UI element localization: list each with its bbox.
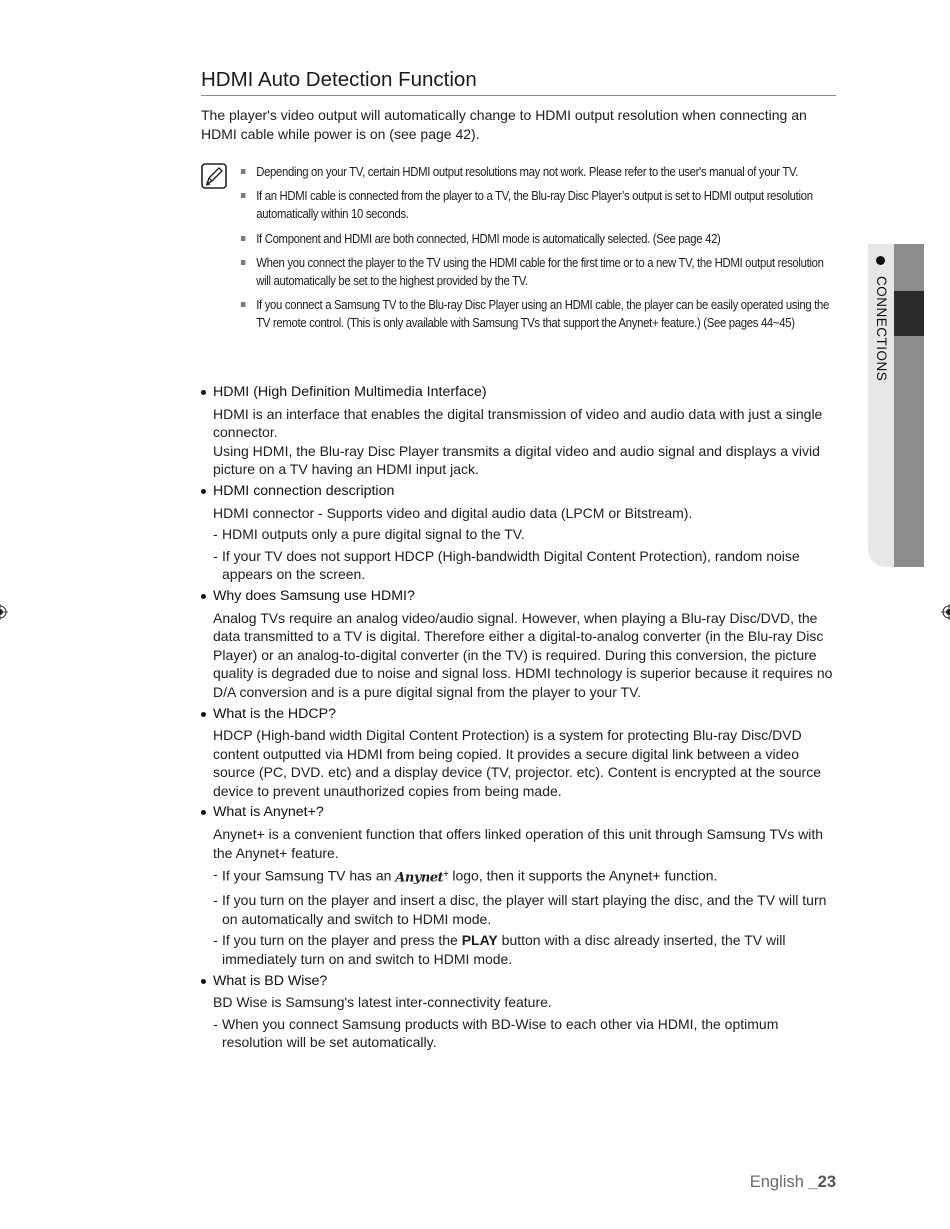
note-item: If Component and HDMI are both connected, HDMI mode is automatically selected. (See page 42) [240,230,836,248]
square-bullet-icon [241,193,246,198]
bullet-dot-icon [201,979,206,984]
bullet-dot-icon [201,489,206,494]
section-paragraph: HDMI connector - Supports video and digital audio data (LPCM or Bitstream). [213,504,693,521]
note-pencil-icon [201,163,227,189]
notes-list [240,163,836,339]
bullet-dot-icon [201,390,206,395]
section-bd-wise [201,972,836,1052]
section-paragraph: Using HDMI, the Blu-ray Disc Player transmits a digital video and audio signal and displays a vivid picture on a TV having an HDMI input jack. [213,442,820,478]
square-bullet-icon [241,236,246,241]
side-tab-marker [894,291,924,336]
note-item: If an HDMI cable is connected from the player to a TV, the Blu-ray Disc Player’s output is set to HDMI output resolution automatically within 10 seconds. [240,187,836,223]
registration-mark-icon [941,604,950,620]
section-paragraph: BD Wise is Samsung's latest inter-connectivity feature. [213,994,552,1011]
section-heading: HDMI (High Definition Multimedia Interface) [213,384,487,400]
note-item: Depending on your TV, certain HDMI output resolutions may not work. Please refer to the user's manual of your TV. [240,163,836,181]
section-paragraph: Anynet+ is a convenient function that offers linked operation of this unit through Samsung TVs with the Anynet+ feature. [213,826,824,861]
play-button-label: PLAY [461,932,498,949]
square-bullet-icon [241,169,246,174]
section-anynet [201,803,836,968]
bullet-dot-icon [201,712,206,717]
note-item: If you connect a Samsung TV to the Blu-ray Disc Player using an HDMI cable, the player can be easily operated using the TV remote control. (This is only available with Samsung TVs that support the Anynet+ feature.) (See pages 44~45) [240,296,836,332]
main-content [201,383,836,1052]
section-hdmi [201,383,836,479]
note-item: When you connect the player to the TV using the HDMI cable for the first time or to a new TV, the HDMI output resolution will automatically be set to the highest provided by the TV. [240,254,836,290]
section-heading: HDMI connection description [213,482,395,499]
bullet-dot-icon [201,594,206,599]
section-heading: Why does Samsung use HDMI? [213,587,415,604]
section-why-hdmi [201,587,836,702]
square-bullet-icon [241,302,246,307]
square-bullet-icon [241,260,246,265]
section-paragraph: Analog TVs require an analog video/audio signal. However, when playing a Blu-ray Disc/DVD, the data transmitted to a TV is digital. Therefore either a digital-to-analog converter (in the Blu-ray Disc Player) or an analog-to-digital converter (in the TV) is required. During this conversion, the picture quality is degraded due to noise and signal loss. HDMI technology is superior because it requires no D/A conversion and is a pure digital signal from the player to your TV. [213,609,833,700]
section-paragraph: HDMI is an interface that enables the digital transmission of video and audio data with just a single connector. [213,405,823,441]
dash-list-item: - If your Samsung TV has an Anynet+ logo, then it supports the Anynet+ function. [213,865,836,888]
footer-language: English [749,1173,804,1191]
section-hdcp [201,705,836,801]
side-tab-dot-icon [876,256,885,265]
dash-list-item: - HDMI outputs only a pure digital signal to the TV. [213,526,525,543]
intro-paragraph: The player's video output will automatically change to HDMI output resolution when connecting an HDMI cable while power is on (see page 42). [201,107,807,142]
anynet-logo-icon: Anynet+ [395,869,449,886]
dash-list-item: - When you connect Samsung products with BD-Wise to each other via HDMI, the optimum resolution will be set automatically. [213,1015,779,1051]
page-title: HDMI Auto Detection Function [201,66,836,96]
dash-list-item: - If your TV does not support HDCP (High-bandwidth Digital Content Protection), random noise appears on the screen. [213,547,800,583]
side-tab-label: CONNECTIONS [874,276,889,382]
section-heading: What is Anynet+? [213,804,324,821]
bullet-dot-icon [201,810,206,815]
section-heading: What is BD Wise? [213,972,328,989]
dash-list-item: - If you turn on the player and insert a disc, the player will start playing the disc, and the TV will turn on automatically and switch to HDMI mode. [213,892,827,927]
section-connection [201,482,836,584]
dash-list-item: - If you turn on the player and press the PLAY button with a disc already inserted, the TV will immediately turn on and switch to HDMI mode. [213,932,786,967]
registration-mark-icon [0,604,8,620]
section-paragraph: HDCP (High-band width Digital Content Protection) is a system for protecting Blu-ray Disc/DVD content outputted via HDMI from being copied. It provides a secure digital link between a video source (PC, DVD. etc) and a display device (TV, projector. etc). Content is encrypted at the source device to prevent unauthorized copies from being made. [213,727,821,799]
page-footer [750,1173,836,1192]
page-number: _23 [808,1173,836,1191]
section-heading: What is the HDCP? [213,705,336,722]
